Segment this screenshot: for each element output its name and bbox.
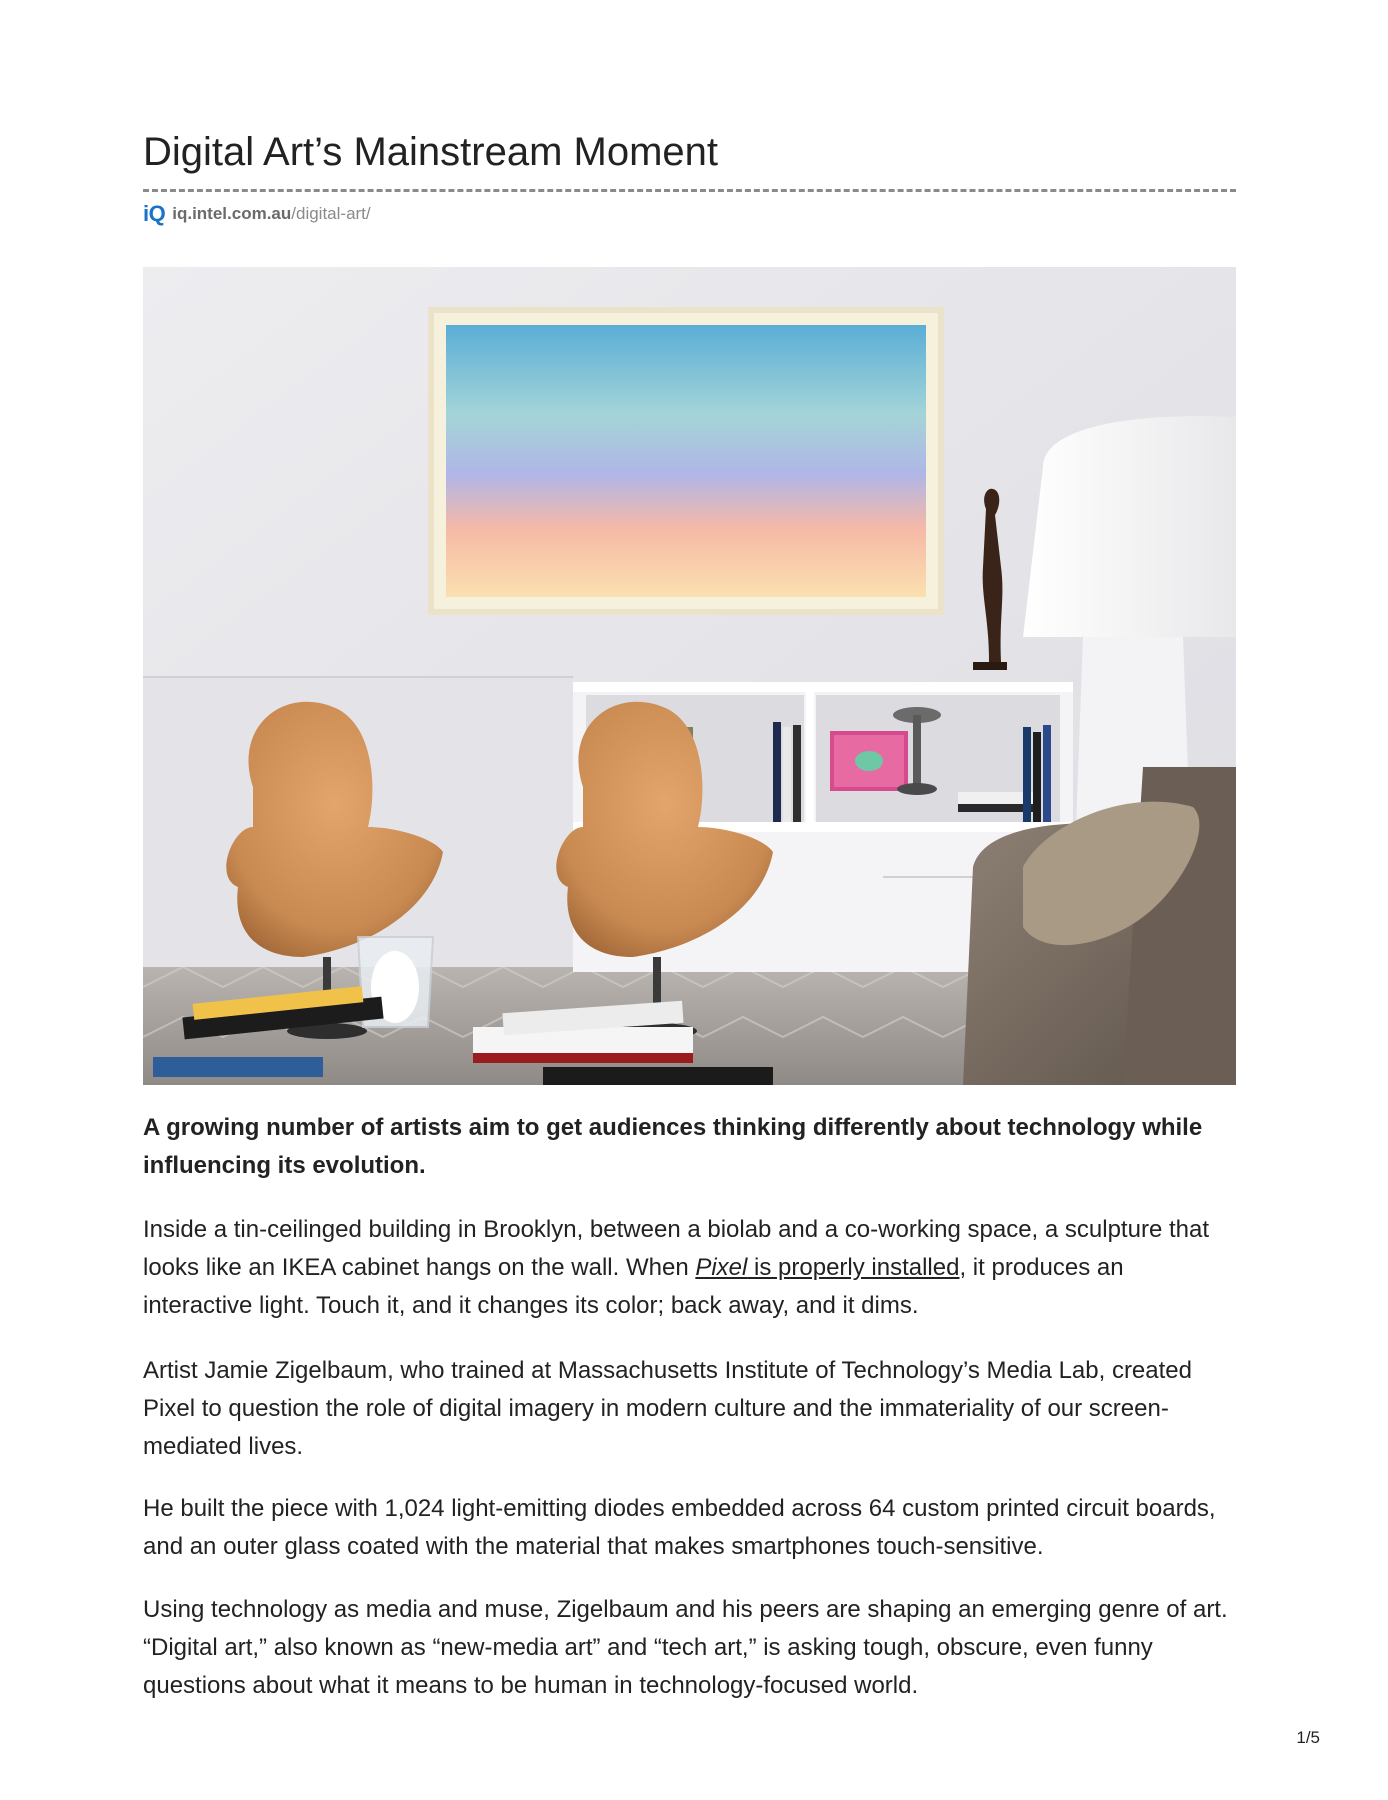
source-line[interactable] [143, 201, 371, 227]
paragraph-3: He built the piece with 1,024 light-emitting diodes embedded across 64 custom printed circuit boards, and an outer glass coated with the material that makes smartphones touch-sensitive. [143, 1495, 1216, 1560]
properly-installed-link[interactable]: is properly installed [747, 1254, 960, 1281]
source-domain[interactable]: iq.intel.com.au [172, 204, 292, 223]
paragraph-2: Artist Jamie Zigelbaum, who trained at Massachusetts Institute of Technology’s Media Lab, created Pixel to question the role of digital imagery in modern culture and the immateriality of our screen-mediated lives. [143, 1357, 1192, 1460]
page-number: 1/5 [1296, 1728, 1320, 1747]
iq-logo-icon: iQ [143, 201, 166, 226]
article-title: Digital Art’s Mainstream Moment [143, 130, 718, 174]
paragraph-1-text-end: , it produces an interactive light. Touch it, and it changes its color; back away, and it dims. [143, 1254, 1124, 1319]
paragraph-1 [143, 1211, 1236, 1325]
paragraph-1-text-start: Inside a tin-ceilinged building in Brooklyn, between a biolab and a co-working space, a sculpture that looks like an IKEA cabinet hangs on the wall. When [143, 1216, 1209, 1281]
hero-image [143, 267, 1236, 1085]
title-divider [143, 189, 1236, 192]
article-lede: A growing number of artists aim to get audiences thinking differently about technology while influencing its evolution. [143, 1114, 1203, 1179]
pixel-link[interactable]: Pixel [695, 1254, 748, 1281]
paragraph-4: Using technology as media and muse, Zigelbaum and his peers are shaping an emerging genre of art. “Digital art,” also known as “new-media art” and “tech art,” is asking tough, obscure, even funny questions about what it means to be human in technology-focused world. [143, 1596, 1228, 1699]
source-path[interactable]: /digital-art/ [291, 204, 371, 223]
